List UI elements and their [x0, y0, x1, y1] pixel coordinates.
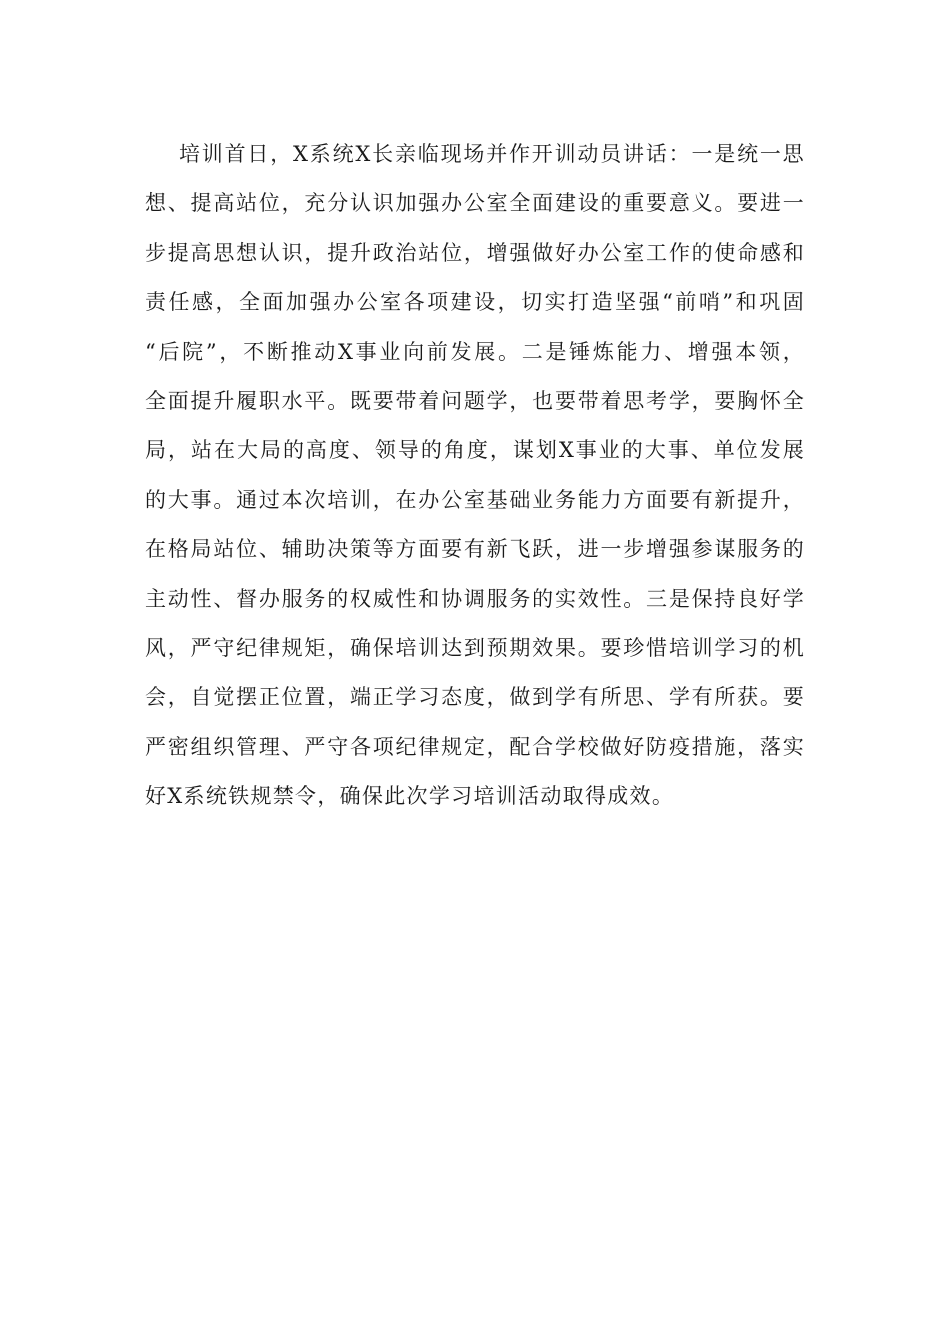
paragraph-line: 严密组织管理、严守各项纪律规定，配合学校做好防疫措施，落实 — [145, 734, 805, 759]
paragraph-line: 局，站在大局的高度、领导的角度，谋划X事业的大事、单位发展 — [145, 438, 805, 463]
body-paragraph — [145, 130, 805, 821]
paragraph-line: “后院”，不断推动X事业向前发展。二是锤炼能力、增强本领， — [145, 339, 805, 364]
paragraph-line: 好X系统铁规禁令，确保此次学习培训活动取得成效。 — [145, 784, 675, 809]
paragraph-line: 风，严守纪律规矩，确保培训达到预期效果。要珍惜培训学习的机 — [145, 635, 805, 660]
paragraph-line: 的大事。通过本次培训，在办公室基础业务能力方面要有新提升， — [145, 487, 805, 512]
paragraph-line: 步提高思想认识，提升政治站位，增强做好办公室工作的使命感和 — [145, 240, 805, 265]
paragraph-line: 会，自觉摆正位置，端正学习态度，做到学有所思、学有所获。要 — [145, 685, 805, 710]
paragraph-line: 想、提高站位，充分认识加强办公室全面建设的重要意义。要进一 — [145, 191, 805, 216]
paragraph-line: 培训首日，X系统X长亲临现场并作开训动员讲话：一是统一思 — [179, 142, 805, 166]
paragraph-line: 全面提升履职水平。既要带着问题学，也要带着思考学，要胸怀全 — [145, 388, 805, 413]
paragraph-line: 在格局站位、辅助决策等方面要有新飞跃，进一步增强参谋服务的 — [145, 537, 805, 562]
paragraph-line: 责任感，全面加强办公室各项建设，切实打造坚强“前哨”和巩固 — [145, 290, 805, 315]
paragraph-line: 主动性、督办服务的权威性和协调服务的实效性。三是保持良好学 — [145, 586, 805, 611]
